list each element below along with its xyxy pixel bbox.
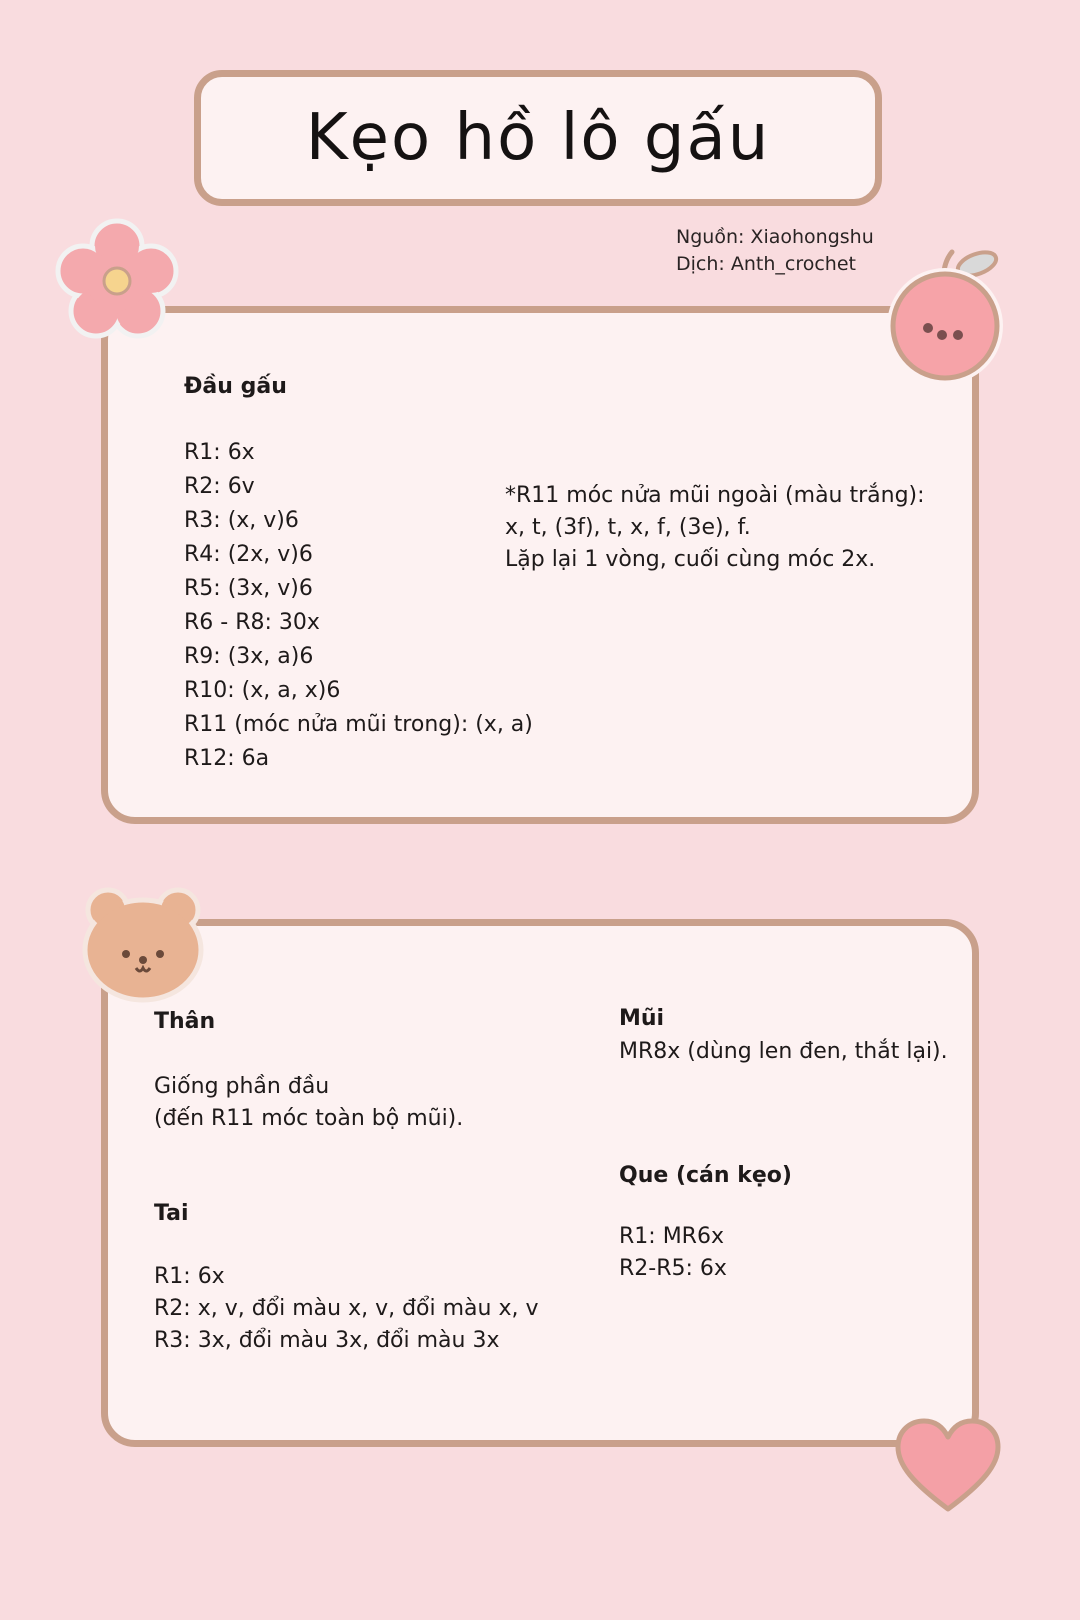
bear-icon	[78, 884, 208, 1004]
ears-heading: Tai	[154, 1201, 189, 1226]
apple-icon	[882, 244, 1012, 384]
source-credit: Nguồn: Xiaohongshu	[676, 226, 874, 248]
ears-section	[154, 1197, 539, 1357]
nose-heading: Mũi	[619, 1006, 665, 1031]
head-row: R9: (3x, a)6	[184, 644, 314, 669]
nose-line: MR8x (dùng len đen, thắt lại).	[619, 1039, 948, 1064]
head-row: R6 - R8: 30x	[184, 610, 320, 635]
stick-section	[619, 1159, 792, 1285]
title-box	[194, 70, 882, 206]
head-row: R10: (x, a, x)6	[184, 678, 341, 703]
stick-heading: Que (cán kẹo)	[619, 1163, 792, 1188]
head-row: R12: 6a	[184, 746, 270, 771]
page-title: Kẹo hồ lô gấu	[305, 101, 771, 175]
flower-icon	[52, 216, 182, 346]
ears-row: R2: x, v, đổi màu x, v, đổi màu x, v	[154, 1296, 539, 1321]
body-section	[154, 1005, 463, 1135]
body-line: (đến R11 móc toàn bộ mũi).	[154, 1106, 464, 1131]
ears-row: R3: 3x, đổi màu 3x, đổi màu 3x	[154, 1328, 500, 1353]
head-row: R1: 6x	[184, 440, 255, 465]
note-line: x, t, (3f), t, x, f, (3e), f.	[505, 515, 751, 540]
head-section	[184, 370, 533, 776]
body-heading: Thân	[154, 1009, 216, 1034]
parts-card	[101, 919, 979, 1447]
note-line: *R11 móc nửa mũi ngoài (màu trắng):	[505, 483, 925, 508]
credits	[676, 224, 874, 278]
translator-credit: Dịch: Anth_crochet	[676, 253, 856, 275]
nose-section	[619, 1002, 948, 1068]
head-row: R2: 6v	[184, 474, 255, 499]
head-row: R3: (x, v)6	[184, 508, 299, 533]
head-heading: Đầu gấu	[184, 374, 287, 399]
heart-icon	[893, 1417, 1003, 1517]
body-line: Giống phần đầu	[154, 1074, 330, 1099]
head-row: R4: (2x, v)6	[184, 542, 313, 567]
head-row: R11 (móc nửa mũi trong): (x, a)	[184, 712, 533, 737]
ears-row: R1: 6x	[154, 1264, 225, 1289]
head-row: R5: (3x, v)6	[184, 576, 313, 601]
stick-row: R1: MR6x	[619, 1224, 724, 1249]
note-line: Lặp lại 1 vòng, cuối cùng móc 2x.	[505, 547, 876, 572]
stick-row: R2-R5: 6x	[619, 1256, 727, 1281]
head-note	[505, 480, 925, 576]
